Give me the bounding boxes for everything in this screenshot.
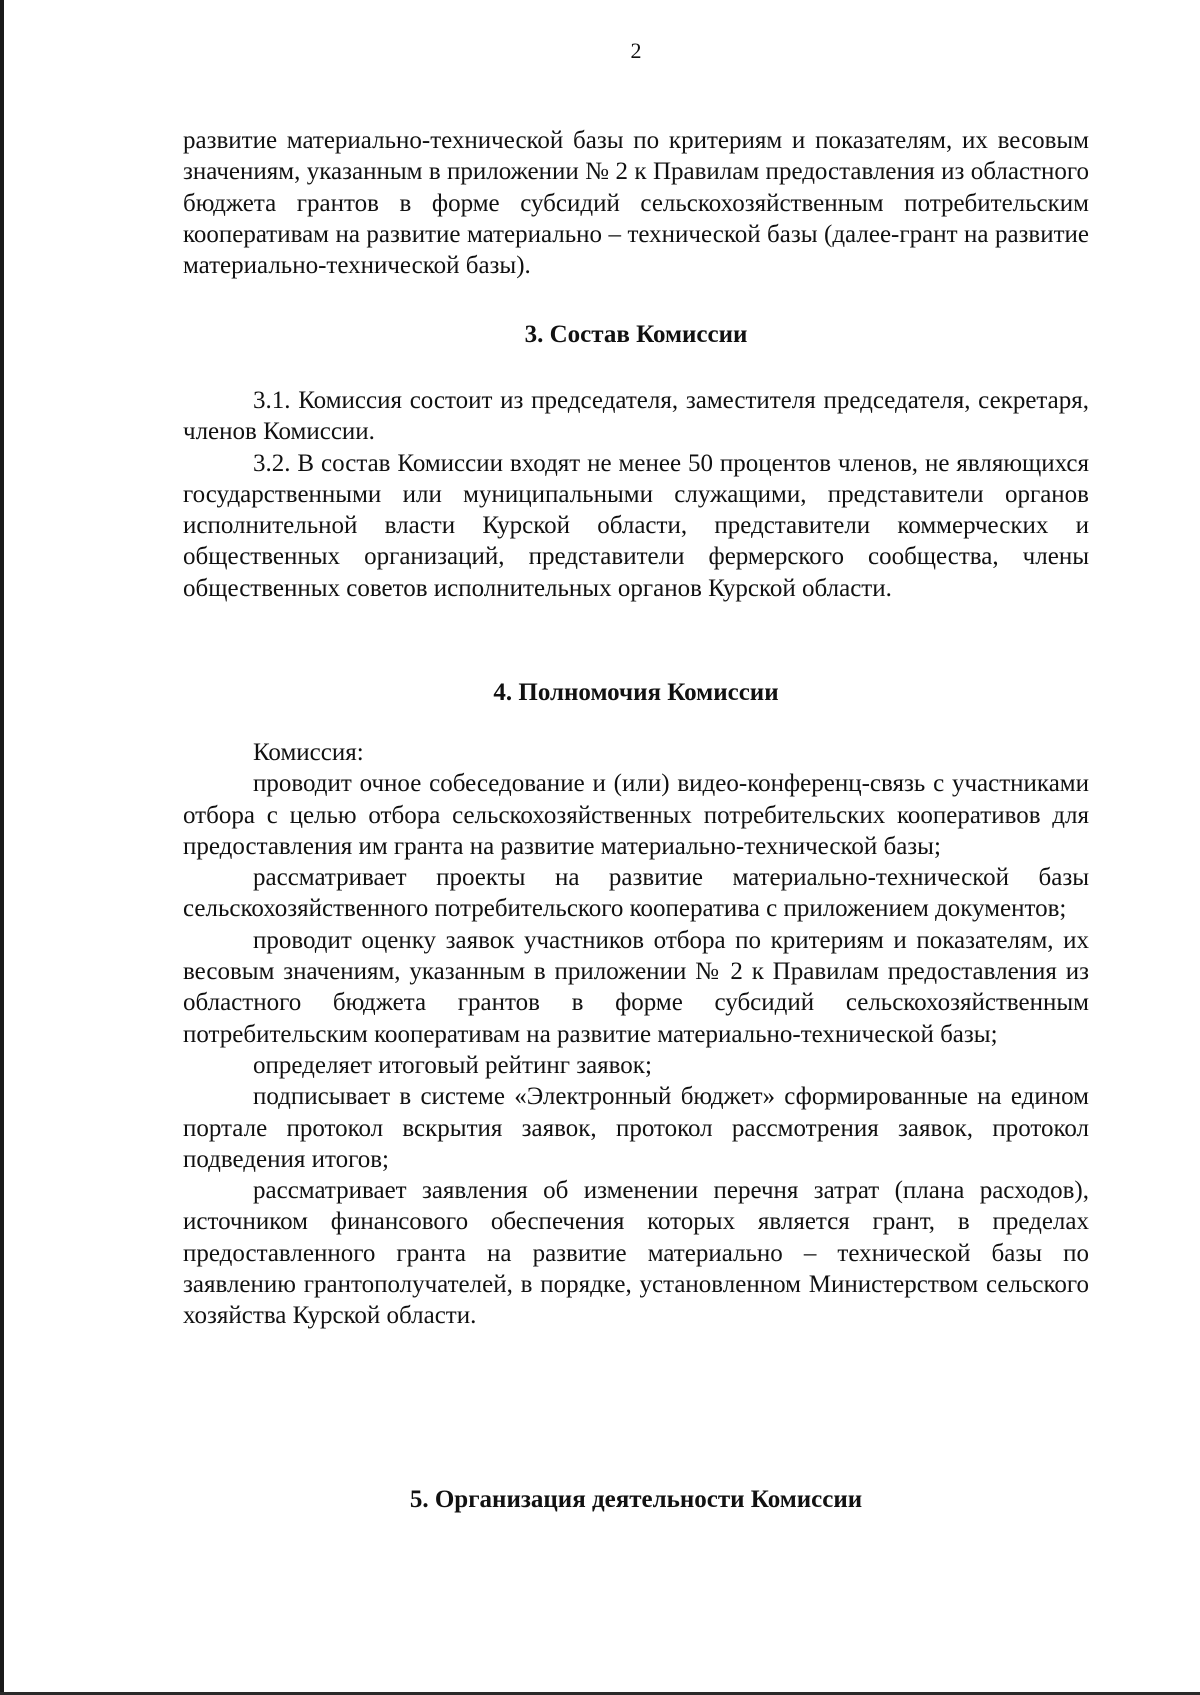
section-3-paragraph-1: 3.1. Комиссия состоит из председателя, заместителя председателя, секретаря, членов Комиссии.	[183, 387, 1089, 446]
section-4-heading: 4. Полномочия Комиссии	[493, 679, 779, 706]
section-5-heading: 5. Организация деятельности Комиссии	[409, 1486, 863, 1513]
section-4-item-6: рассматривает заявления об изменении перечня затрат (плана расходов), источником финансового обеспечения которых является грант, в пределах предоставленного гранта на развитие материально – технической базы по заявлению грантополучателей, в порядке, установленном Министерством сельского хозяйства Курской области.	[183, 1177, 1089, 1330]
section-4-body	[183, 737, 1089, 1332]
section-4-item-4: определяет итоговый рейтинг заявок;	[253, 1051, 652, 1079]
section-4-item-5: подписывает в системе «Электронный бюджет» сформированные на едином портале протокол вскрытия заявок, протокол рассмотрения заявок, протокол подведения итогов;	[183, 1083, 1089, 1173]
page-number: 2	[630, 38, 642, 63]
section-4-item-1: проводит очное собеседование и (или) видео-конференц-связь с участниками отбора с целью отбора сельскохозяйственных потребительских кооперативов для предоставления им гранта на развитие материально-технической базы;	[183, 770, 1089, 860]
section-4-item-3: проводит оценку заявок участников отбора по критериям и показателям, их весовым значениям, указанным в приложении № 2 к Правилам предоставления из областного бюджета грантов в форме субсидий сельскохозяйственным потребительским кооперативам на развитие материально-технической базы;	[183, 926, 1089, 1048]
section-3-paragraph-2: 3.2. В состав Комиссии входят не менее 50 процентов членов, не являющихся государственными или муниципальными служащими, представители органов исполнительной власти Курской области, представители коммерческих и общественных организаций, представители фермерского сообщества, члены общественных советов исполнительных органов Курской области.	[183, 449, 1089, 602]
scan-edge-left	[0, 0, 4, 1695]
intro-paragraph-text: развитие материально-технической базы по критериям и показателям, их весовым значениям, указанным в приложении № 2 к Правилам предоставления из областного бюджета грантов в форме субсидий сельскохозяйственным потребительским кооперативам на развитие материально – технической базы (далее-грант на развитие материально-технической базы).	[183, 127, 1089, 280]
section-4-intro: Комиссия:	[253, 739, 364, 766]
section-4-item-2: рассматривает проекты на развитие материально-технической базы сельскохозяйственного потребительского кооператива с приложением документов;	[183, 864, 1089, 923]
intro-paragraph	[183, 125, 1089, 281]
section-3-heading: 3. Состав Комиссии	[524, 321, 748, 348]
section-3-body	[183, 385, 1089, 604]
